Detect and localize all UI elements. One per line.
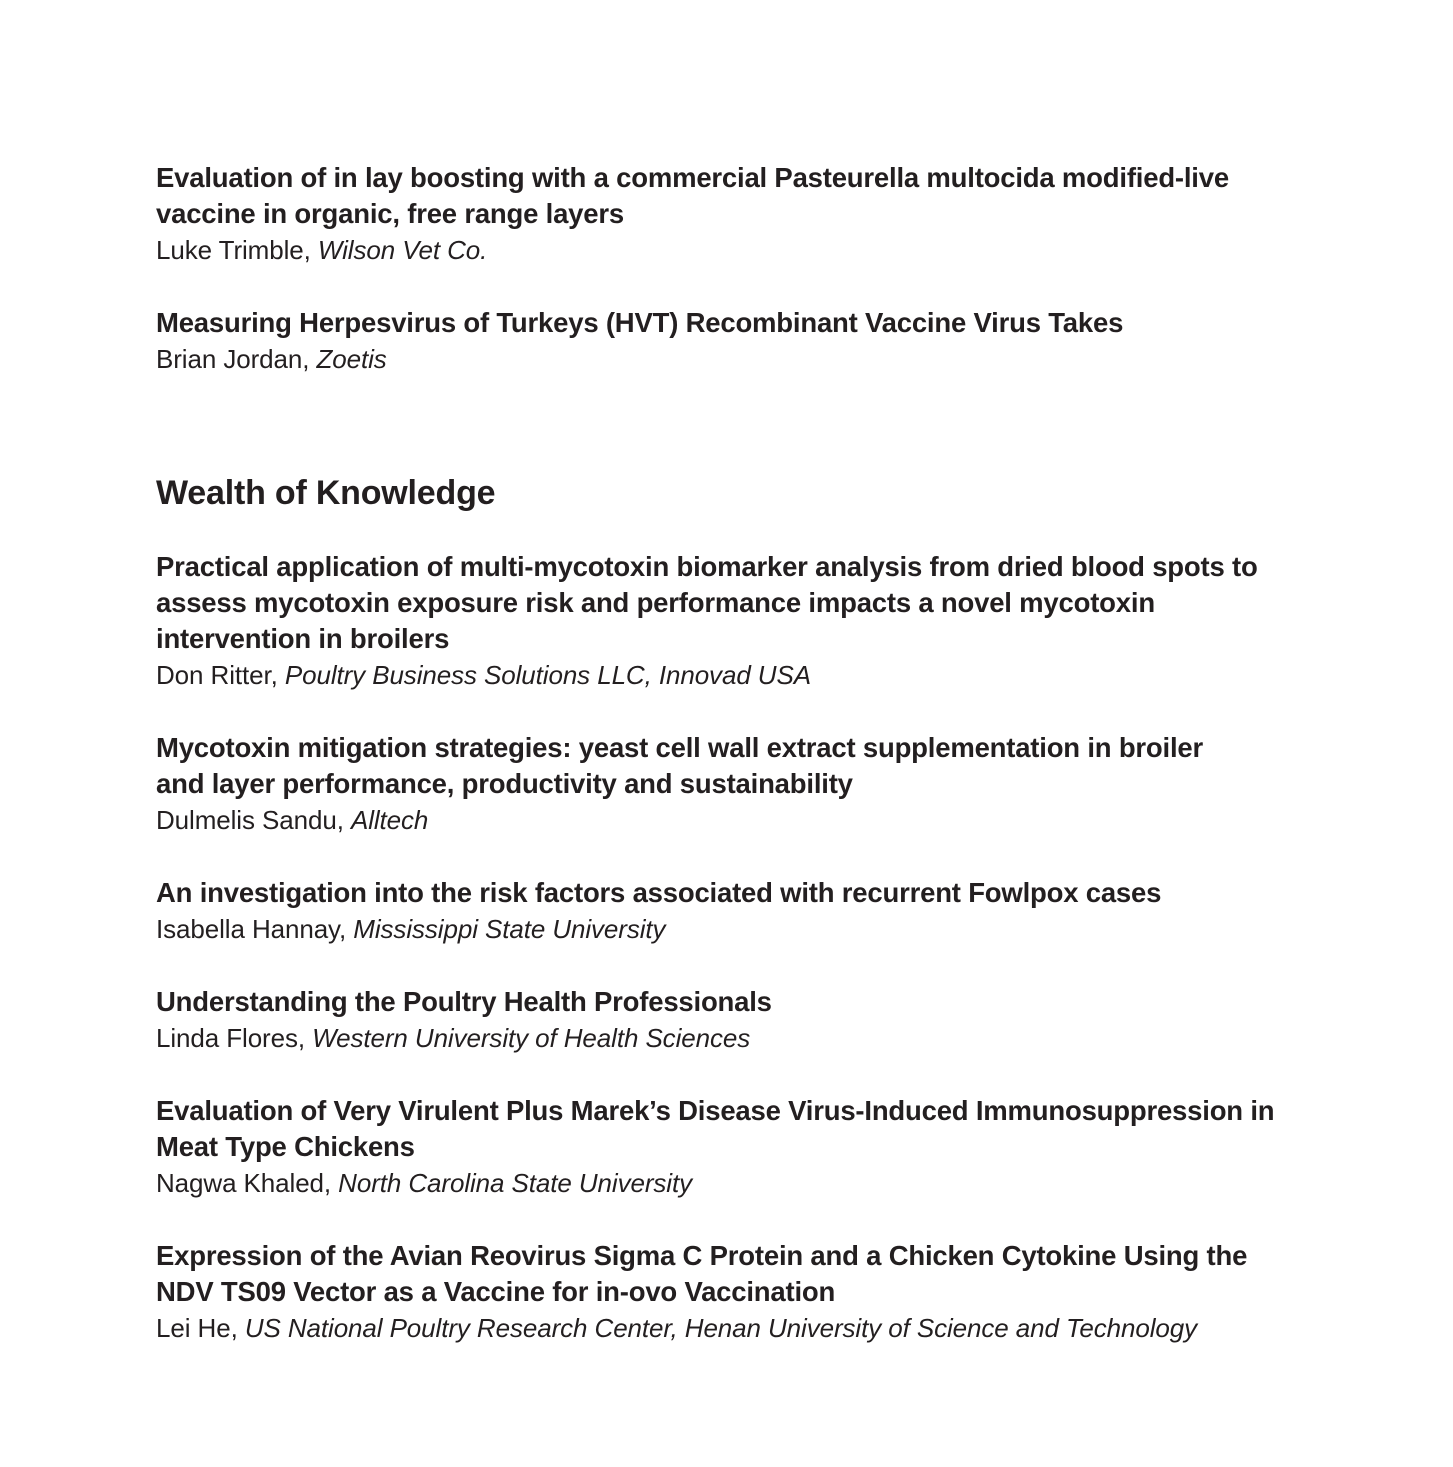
author-name: Nagwa Khaled	[156, 1168, 324, 1198]
presentation-byline	[156, 341, 1286, 377]
presentation-title: Understanding the Poultry Health Professionals	[156, 986, 772, 1017]
presentation-entry	[156, 1093, 1286, 1201]
presentation-title: Measuring Herpesvirus of Turkeys (HVT) Recombinant Vaccine Virus Takes	[156, 307, 1124, 338]
presentation-entry	[156, 984, 1286, 1056]
separator: ,	[339, 914, 354, 944]
author-affiliation: Alltech	[350, 805, 429, 835]
document-page	[156, 160, 1286, 1346]
presentation-entry	[156, 875, 1286, 947]
presentation-byline	[156, 1020, 1286, 1056]
presentation-byline	[156, 1310, 1286, 1346]
author-name: Linda Flores	[156, 1023, 298, 1053]
presentation-entry	[156, 730, 1286, 838]
presentation-title: Mycotoxin mitigation strategies: yeast cell wall extract supplementation in broiler and layer performance, productivity and sustainability	[156, 732, 1203, 799]
presentation-entry	[156, 160, 1286, 268]
section-untitled	[156, 160, 1286, 377]
presentation-entry	[156, 1238, 1286, 1346]
presentation-title: Expression of the Avian Reovirus Sigma C Protein and a Chicken Cytokine Using the NDV TS09 Vector as a Vaccine for in-ovo Vaccination	[156, 1240, 1248, 1307]
presentation-title: Evaluation of in lay boosting with a commercial Pasteurella multocida modified-live vaccine in organic, free range layers	[156, 162, 1229, 229]
section-heading: Wealth of Knowledge	[156, 474, 496, 512]
separator: ,	[302, 344, 317, 374]
author-name: Lei He	[156, 1313, 231, 1343]
presentation-title: Practical application of multi-mycotoxin biomarker analysis from dried blood spots to assess mycotoxin exposure risk and performance impacts a novel mycotoxin intervention in broilers	[156, 551, 1258, 654]
author-affiliation: Zoetis	[316, 344, 387, 374]
presentation-byline	[156, 911, 1286, 947]
author-name: Luke Trimble	[156, 235, 304, 265]
separator: ,	[297, 1023, 313, 1053]
separator: ,	[303, 235, 318, 265]
presentation-byline	[156, 657, 1286, 693]
presentation-byline	[156, 802, 1286, 838]
separator: ,	[336, 805, 351, 835]
separator: ,	[323, 1168, 339, 1198]
separator: ,	[230, 1313, 245, 1343]
author-name: Brian Jordan	[156, 344, 303, 374]
author-affiliation: Mississippi State University	[353, 914, 666, 944]
presentation-title: An investigation into the risk factors associated with recurrent Fowlpox cases	[156, 877, 1162, 908]
author-affiliation: North Carolina State University	[338, 1168, 692, 1198]
presentation-title: Evaluation of Very Virulent Plus Marek’s Disease Virus-Induced Immunosuppression in Meat Type Chickens	[156, 1095, 1275, 1162]
author-affiliation: Western University of Health Sciences	[312, 1023, 751, 1053]
section-wealth-of-knowledge	[156, 473, 1286, 1346]
author-name: Dulmelis Sandu	[156, 805, 337, 835]
author-name: Don Ritter	[156, 660, 271, 690]
separator: ,	[270, 660, 285, 690]
presentation-byline	[156, 1165, 1286, 1201]
presentation-entry	[156, 305, 1286, 377]
presentation-entry	[156, 549, 1286, 693]
author-affiliation: Wilson Vet Co.	[317, 235, 488, 265]
author-affiliation: US National Poultry Research Center, Henan University of Science and Technology	[244, 1313, 1198, 1343]
author-name: Isabella Hannay	[156, 914, 340, 944]
presentation-byline	[156, 232, 1286, 268]
author-affiliation: Poultry Business Solutions LLC, Innovad USA	[284, 660, 811, 690]
